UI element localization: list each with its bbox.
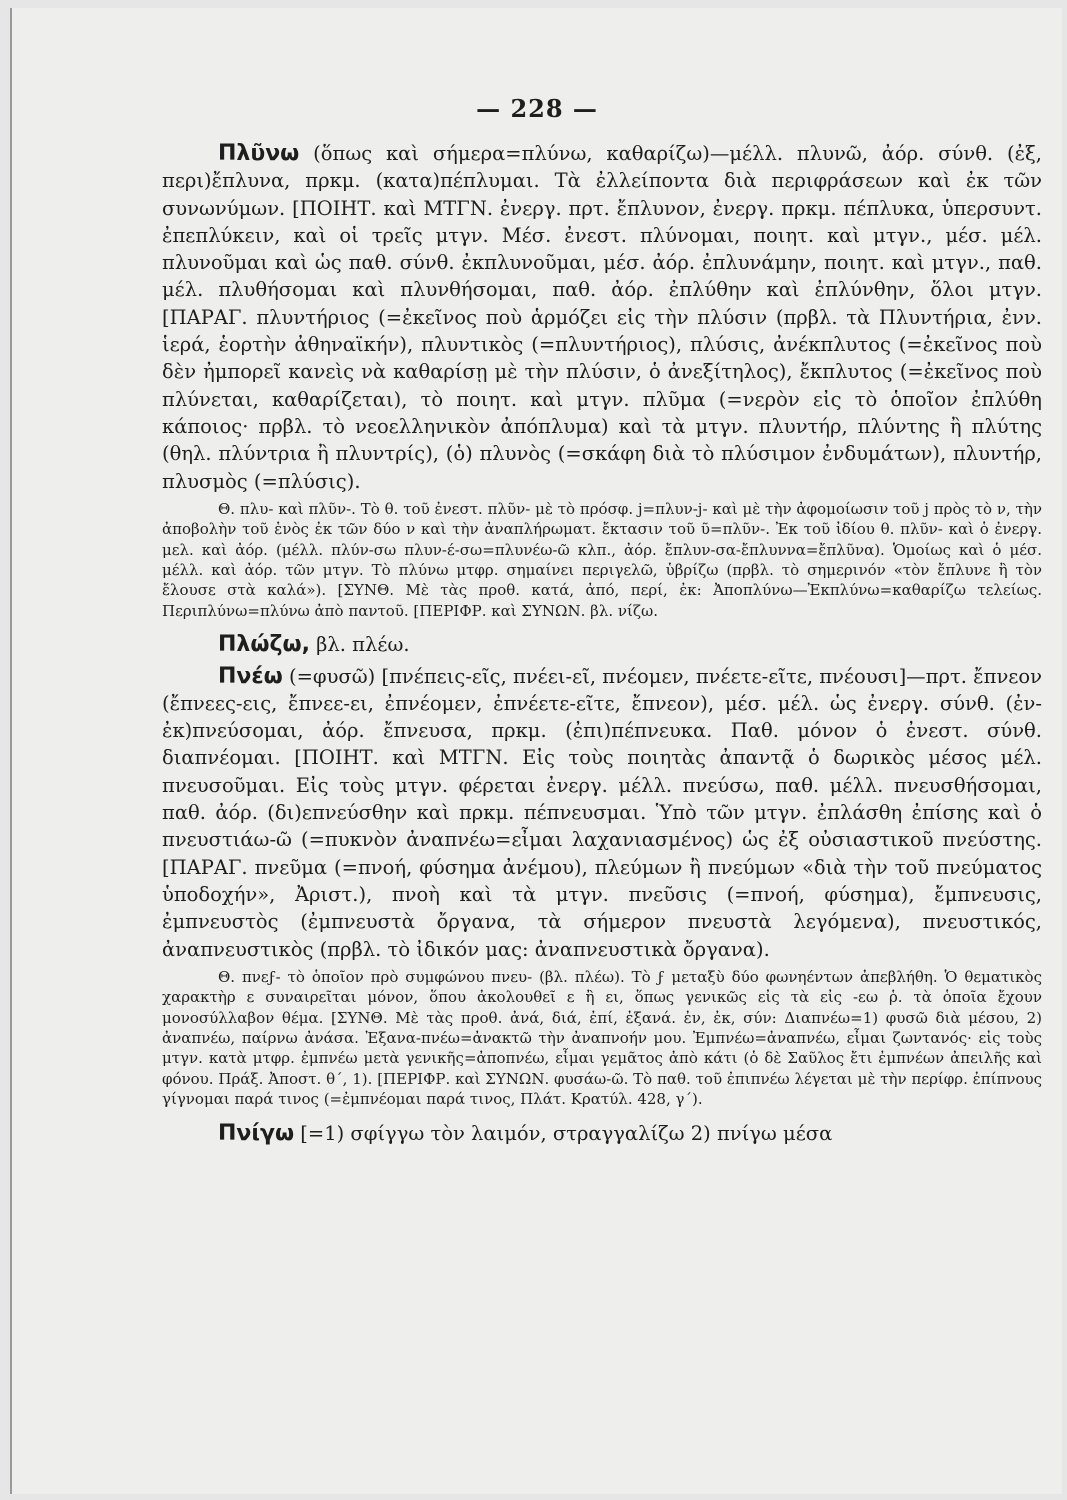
entry-plozo-body: βλ. πλέω. xyxy=(309,633,410,657)
entry-plozo xyxy=(162,631,1042,658)
entry-plyno-body: (ὅπως καὶ σήμερα=πλύνω, καθαρίζω)—μέλλ. πλυνῶ, ἀόρ. σύνθ. (ἐξ, περι)ἔπλυνα, πρκμ. (κατα)πέπλυμαι. Τὰ ἐλλείποντα διὰ περιφράσεων καὶ ἐκ τῶν συνωνύμων. [ΠΟΙΗΤ. καὶ ΜΤΓΝ. ἐνεργ. πρτ. ἔπλυνον, ἐνεργ. πρκμ. πέπλυκα, ὑπερσυντ. ἐπεπλύκειν, καὶ οἱ τρεῖς μτγν. Μέσ. ἐνεστ. πλύνομαι, ποιητ. καὶ μτγν., μέσ. μέλ. πλυνοῦμαι καὶ ὡς παθ. σύνθ. ἐκπλυνοῦμαι, μέσ. ἀόρ. ἐπλυνάμην, ποιητ. καὶ μτγν., παθ. μέλ. πλυθήσομαι καὶ πλυνθήσομαι, παθ. ἀόρ. ἐπλύθην καὶ ἐπλύνθην, ὅλοι μτγν. [ΠΑΡΑΓ. πλυντήριος (=ἐκεῖνος ποὺ ἁρμόζει εἰς τὴν πλύσιν (πρβλ. τὰ Πλυντήρια, ἐνν. ἱερά, ἑορτὴν ἀθηναϊκήν), πλυντικὸς (=πλυντήριος), πλύσις, ἀνέκπλυτος (=ἐκεῖνος ποὺ δὲν ἠμπορεῖ κανεὶς νὰ καθαρίσῃ μὲ τὴν πλύσιν, ὁ ἀνεξίτηλος), ἔκπλυτος (=ἐκεῖνος ποὺ πλύνεται, καθαρίζεται), τὸ ποιητ. καὶ μτγν. πλῦμα (=νερὸν εἰς τὸ ὁποῖον ἐπλύθη κάποιος· πρβλ. τὸ νεοελληνικὸν ἀπόπλυμα) καὶ τὰ μτγν. πλυντήρ, πλύντης ἢ πλύτης (θηλ. πλύντρια ἢ πλυντρίς), (ὁ) πλυνὸς (=σκάφη διὰ τὸ πλύσιμον ἐνδυμάτων), πλυντήρ, πλυσμὸς (=πλύσις). xyxy=(162,142,1042,493)
entry-pnigo-body: [=1) σφίγγω τὸν λαιμόν, στραγγαλίζω 2) πνίγω μέσα xyxy=(294,1121,833,1145)
headword-pneo: Πνέω xyxy=(218,663,283,689)
headword-pnigo: Πνίγω xyxy=(218,1120,295,1146)
entry-pneo xyxy=(162,663,1042,963)
entry-pneo-note: Θ. πνεϝ- τὸ ὁποῖον πρὸ συμφώνου πνευ- (βλ. πλέω). Τὸ ϝ μεταξὺ δύο φωνηέντων ἀπεβλήθη. Ὁ θεματικὸς χαρακτὴρ ε συναιρεῖται μόνον, ὅπου ἀκολουθεῖ ε ἢ ει, ὅπως γενικῶς εἰς τὰ εἰς -εω ῥ. τὰ ὁποῖα ἔχουν μονοσύλλαβον θέμα. [ΣΥΝΘ. Μὲ τὰς προθ. ἀνά, διά, ἐπί, ἐξανά. ἐν, ἐκ, σύν: Διαπνέω=1) φυσῶ διὰ μέσου, 2) ἀναπνέω, παίρνω ἀνάσα. Ἐξανα-πνέω=ἀνακτῶ τὴν ἀναπνοήν μου. Ἐμπνέω=ἀναπνέω, εἶμαι ζωντανός· εἰς τοὺς μτγν. κατὰ μτφρ. ἐμπνέω μετὰ γενικῆς=ἀποπνέω, εἶμαι γεμᾶτος ἀπὸ κάτι (ὁ δὲ Σαῦλος ἔτι ἐμπνέων ἀπειλῆς καὶ φόνου. Πράξ. Ἀποστ. θ΄, 1). [ΠΕΡΙΦΡ. καὶ ΣΥΝΩΝ. φυσάω-ῶ. Τὸ παθ. τοῦ ἐπιπνέω λέγεται μὲ τὴν περίφρ. ἐπίπνους γίγνομαι παρά τινος (=ἐμπνέομαι παρά τινος, Πλάτ. Κρατύλ. 428, γ΄). xyxy=(162,967,1042,1109)
entry-pneo-body: (=φυσῶ) [πνέπεις-εῖς, πνέει-εῖ, πνέομεν, πνέετε-εῖτε, πνέουσι]—πρτ. ἔπνεον (ἔπνεες-εις, ἔπνεε-ει, ἐπνέομεν, ἐπνέετε-εῖτε, ἔπνεον), μέσ. μέλ. ὡς ἐνεργ. σύνθ. (ἐν-ἐκ)πνεύσομαι, ἀόρ. ἔπνευσα, πρκμ. (ἐπι)πέπνευκα. Παθ. μόνον ὁ ἐνεστ. σύνθ. διαπνέομαι. [ΠΟΙΗΤ. καὶ ΜΤΓΝ. Εἰς τοὺς ποιητὰς ἀπαντᾷ ὁ δωρικὸς μέσος μέλ. πνευσοῦμαι. Εἰς τοὺς μτγν. φέρεται ἐνεργ. μέλλ. πνεύσω, παθ. μέλλ. πνευσθήσομαι, παθ. ἀόρ. (δι)επνεύσθην καὶ πρκμ. πέπνευσμαι. Ὑπὸ τῶν μτγν. ἐπλάσθη ἐπίσης καὶ ὁ πνευστιάω-ῶ (=πυκνὸν ἀναπνέω=εἶμαι λαχανιασμένος) ὡς ἐξ οὐσιαστικοῦ πνεύστης. [ΠΑΡΑΓ. πνεῦμα (=πνοή, φύσημα ἀνέμου), πλεύμων ἢ πνεύμων «διὰ τὴν τοῦ πνεύματος ὑποδοχήν», Ἀριστ.), πνοὴ καὶ τὰ μτγν. πνεῦσις (=πνοή, φύσημα), ἔμπνευσις, ἐμπνευστὸς (ἐμπνευστὰ ὄργανα, τὰ σήμερον πνευστὰ λεγόμενα), πνευστικός, ἀναπνευστικὸς (πρβλ. τὸ ἰδικόν μας: ἀναπνευστικὰ ὄργανα). xyxy=(162,664,1042,961)
entry-pnigo xyxy=(162,1120,1042,1147)
headword-plyno: Πλῦνω xyxy=(218,141,300,166)
text-column xyxy=(162,140,1042,1147)
entry-plyno-note: Θ. πλυ- καὶ πλῦν-. Τὸ θ. τοῦ ἐνεστ. πλῦν- μὲ τὸ πρόσφ. j=πλυν-j- καὶ μὲ τὴν ἀφομοίωσιν τοῦ j πρὸς τὸ ν, τὴν ἀποβολὴν τοῦ ἑνὸς ἐκ τῶν δύο ν καὶ τὴν ἀναπλήρωματ. ἔκτασιν τοῦ ῦ=πλῦν-. Ἐκ τοῦ ἰδίου θ. πλῦν- καὶ ὁ ἐνεργ. μελ. καὶ ἀόρ. (μέλλ. πλύν-σω πλυν-έ-σω=πλυνέω-ῶ κλπ., ἀόρ. ἔπλυν-σα-ἔπλυννα=ἔπλῦνα). Ὁμοίως καὶ ὁ μέσ. μέλλ. καὶ ἀόρ. τῶν μτγν. Τὸ πλύνω μτφρ. σημαίνει περιγελῶ, ὑβρίζω (πρβλ. τὸ σημερινόν «τὸν ἔπλυνε ἢ τὸν ἔλουσε στὰ καλά»). [ΣΥΝΘ. Μὲ τὰς προθ. κατά, ἀπό, περί, ἐκ: Ἀποπλύνω—Ἐκπλύνω=καθαρίζω τελείως. Περιπλύνω=πλύνω ἀπὸ παντοῦ. [ΠΕΡΙΦΡ. καὶ ΣΥΝΩΝ. βλ. νίζω. xyxy=(162,499,1042,620)
entry-plyno xyxy=(162,140,1042,495)
headword-plozo: Πλώζω, xyxy=(218,632,310,658)
page-number: — 228 — xyxy=(476,94,598,123)
dictionary-page xyxy=(10,8,1062,1494)
